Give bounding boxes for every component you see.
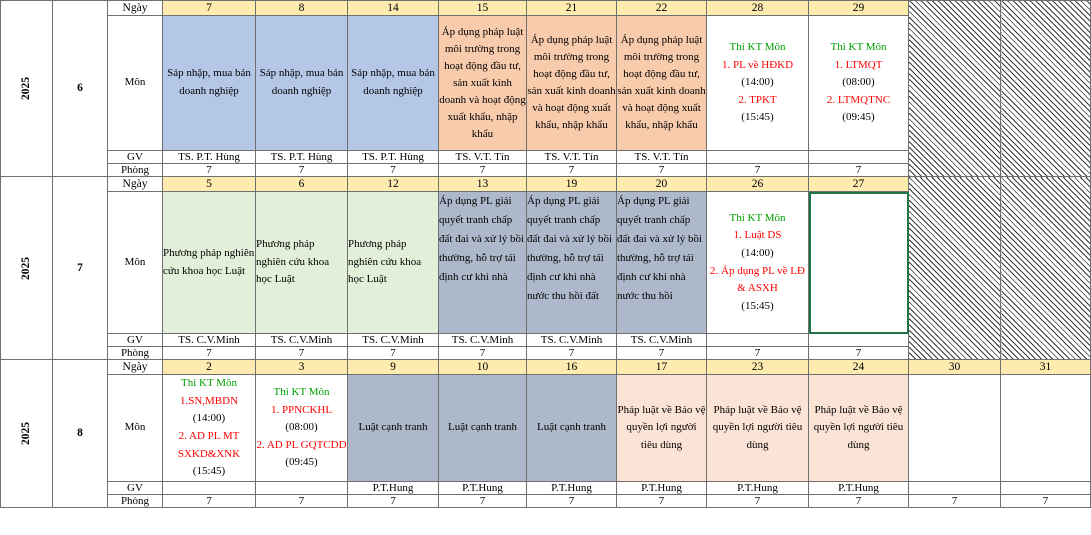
phong-cell[interactable]: 7 (163, 164, 256, 177)
gv-cell[interactable]: P.T.Hung (527, 482, 617, 495)
day-cell[interactable]: 21 (527, 1, 617, 16)
day-cell[interactable]: 17 (617, 360, 707, 375)
gv-cell[interactable]: TS. P.T. Hùng (256, 151, 348, 164)
day-cell[interactable]: 14 (348, 1, 439, 16)
gv-label[interactable]: GV (108, 334, 163, 347)
month-cell[interactable]: 8 (53, 360, 108, 508)
day-cell[interactable]: 5 (163, 177, 256, 192)
gv-label[interactable]: GV (108, 482, 163, 495)
gv-cell[interactable] (809, 151, 909, 164)
day-cell[interactable]: 8 (256, 1, 348, 16)
empty-cell[interactable] (909, 375, 1001, 482)
year-cell[interactable]: 2025 (1, 177, 53, 360)
gv-cell[interactable]: TS. V.T. Tín (439, 151, 527, 164)
gv-cell[interactable] (256, 482, 348, 495)
gv-cell[interactable]: TS. C.V.Minh (256, 334, 348, 347)
day-cell[interactable]: 9 (348, 360, 439, 375)
subject-cell[interactable]: Áp dụng pháp luật môi trường trong hoạt động đầu tư, sản xuất kinh doanh và hoạt động xuất khẩu, nhập khẩu (439, 16, 527, 151)
day-cell[interactable]: 20 (617, 177, 707, 192)
mon-label[interactable]: Môn (108, 192, 163, 334)
phong-cell[interactable]: 7 (707, 347, 809, 360)
day-cell[interactable]: 6 (256, 177, 348, 192)
exam-time: (08:00) (842, 76, 875, 89)
exam-item: 2. Áp dụng PL về LĐ & ASXH (710, 264, 805, 295)
day-cell[interactable]: 27 (809, 177, 909, 192)
month-cell[interactable]: 7 (53, 177, 108, 360)
subject-row (1, 375, 1091, 482)
exam-title: Thi KT Môn (729, 211, 786, 224)
exam-time: (09:45) (842, 111, 875, 124)
day-cell[interactable]: 24 (809, 360, 909, 375)
day-cell[interactable]: 31 (1001, 360, 1091, 375)
phong-row (1, 495, 1091, 508)
phong-cell[interactable]: 7 (527, 347, 617, 360)
exam-time: (14:00) (741, 246, 774, 259)
exam-item: 1.SN,MBDN (179, 394, 239, 407)
exam-cell[interactable] (809, 16, 909, 151)
phong-cell[interactable]: 7 (256, 495, 348, 508)
gv-cell[interactable] (1001, 482, 1091, 495)
subject-cell[interactable]: Pháp luật về Bảo vệ quyền lợi người tiêu dùng (707, 375, 809, 482)
gv-cell[interactable]: TS. V.T. Tín (617, 151, 707, 164)
phong-cell[interactable]: 7 (163, 347, 256, 360)
phong-cell[interactable]: 7 (527, 164, 617, 177)
exam-time: (15:45) (192, 465, 226, 478)
day-cell[interactable]: 13 (439, 177, 527, 192)
year-cell[interactable]: 2025 (1, 360, 53, 508)
blocked-cell (1001, 177, 1091, 360)
gv-row (1, 482, 1091, 495)
day-cell[interactable]: 23 (707, 360, 809, 375)
subject-cell[interactable]: Áp dụng pháp luật môi trường trong hoạt động đầu tư, sản xuất kinh doanh và hoạt động xuất khẩu, nhập khẩu (617, 16, 707, 151)
gv-cell[interactable] (707, 151, 809, 164)
day-row (1, 177, 1091, 192)
day-cell[interactable]: 22 (617, 1, 707, 16)
gv-cell[interactable]: TS. V.T. Tín (527, 151, 617, 164)
exam-time: (14:00) (741, 76, 774, 89)
exam-cell[interactable] (707, 16, 809, 151)
subject-cell[interactable]: Sáp nhập, mua bán doanh nghiệp (163, 16, 256, 151)
exam-item: 1. PPNCKHL (270, 403, 333, 416)
day-row (1, 360, 1091, 375)
phong-cell[interactable]: 7 (527, 495, 617, 508)
exam-cell[interactable] (256, 375, 348, 482)
phong-cell[interactable]: 7 (348, 347, 439, 360)
subject-cell[interactable]: Phương pháp nghiên cứu khoa học Luật (163, 192, 256, 334)
gv-cell[interactable] (809, 334, 909, 347)
exam-time: (09:45) (285, 456, 318, 469)
exam-item: 2. AD PL GQTCDD (256, 438, 347, 451)
exam-title: Thi KT Môn (273, 386, 330, 399)
gv-cell[interactable]: TS. C.V.Minh (439, 334, 527, 347)
day-cell[interactable]: 12 (348, 177, 439, 192)
phong-label[interactable]: Phòng (108, 495, 163, 508)
gv-cell[interactable]: TS. C.V.Minh (527, 334, 617, 347)
exam-time: (15:45) (741, 299, 774, 312)
day-cell[interactable]: 15 (439, 1, 527, 16)
subject-cell[interactable]: Sáp nhập, mua bán doanh nghiệp (348, 16, 439, 151)
day-cell[interactable]: 3 (256, 360, 348, 375)
phong-cell[interactable]: 7 (617, 347, 707, 360)
exam-title: Thi KT Môn (180, 377, 238, 390)
gv-cell[interactable]: TS. C.V.Minh (617, 334, 707, 347)
gv-cell[interactable]: P.T.Hung (617, 482, 707, 495)
exam-cell[interactable] (707, 192, 809, 334)
gv-cell[interactable]: TS. P.T. Hùng (348, 151, 439, 164)
phong-cell[interactable]: 7 (617, 164, 707, 177)
ngay-label[interactable]: Ngày (108, 360, 163, 375)
gv-cell[interactable]: P.T.Hung (707, 482, 809, 495)
subject-cell[interactable]: Luật cạnh tranh (348, 375, 439, 482)
phong-cell[interactable]: 7 (809, 164, 909, 177)
day-cell[interactable]: 26 (707, 177, 809, 192)
exam-item: 2. LTMQTNC (826, 93, 891, 106)
phong-cell[interactable]: 7 (809, 495, 909, 508)
blocked-cell (909, 1, 1001, 177)
phong-cell[interactable]: 7 (256, 164, 348, 177)
day-cell[interactable]: 2 (163, 360, 256, 375)
blocked-cell (909, 177, 1001, 360)
empty-cell[interactable] (1001, 375, 1091, 482)
phong-cell[interactable]: 7 (439, 495, 527, 508)
month-cell[interactable]: 6 (53, 1, 108, 177)
exam-item: 2. AD PL MT SXKD&XNK (177, 430, 241, 460)
gv-cell[interactable]: P.T.Hung (439, 482, 527, 495)
day-cell[interactable]: 19 (527, 177, 617, 192)
exam-title: Thi KT Môn (830, 41, 887, 54)
phong-cell[interactable]: 7 (707, 164, 809, 177)
gv-cell[interactable] (909, 482, 1001, 495)
mon-label[interactable]: Môn (108, 375, 163, 482)
exam-item: 1. LTMQT (834, 58, 883, 71)
ngay-label[interactable]: Ngày (108, 1, 163, 16)
subject-cell[interactable]: Pháp luật về Bảo vệ quyền lợi người tiêu dùng (809, 375, 909, 482)
phong-cell[interactable]: 7 (348, 495, 439, 508)
phong-label[interactable]: Phòng (108, 164, 163, 177)
day-cell[interactable]: 30 (909, 360, 1001, 375)
ngay-label[interactable]: Ngày (108, 177, 163, 192)
exam-time: (15:45) (741, 111, 774, 124)
exam-time: (08:00) (285, 421, 318, 434)
phong-cell[interactable]: 7 (439, 347, 527, 360)
day-row (1, 1, 1091, 16)
phong-cell[interactable]: 7 (256, 347, 348, 360)
subject-cell[interactable]: Áp dụng pháp luật môi trường trong hoạt động đầu tư, sản xuất kinh doanh và hoạt động xuất khẩu, nhập khẩu (527, 16, 617, 151)
blocked-cell (1001, 1, 1091, 177)
day-cell[interactable]: 16 (527, 360, 617, 375)
year-cell[interactable]: 2025 (1, 1, 53, 177)
exam-item: 1. PL về HĐKD (721, 58, 794, 71)
day-cell[interactable]: 29 (809, 1, 909, 16)
gv-cell[interactable]: TS. C.V.Minh (348, 334, 439, 347)
day-cell[interactable]: 28 (707, 1, 809, 16)
phong-cell[interactable]: 7 (707, 495, 809, 508)
phong-cell[interactable]: 7 (617, 495, 707, 508)
day-cell[interactable]: 7 (163, 1, 256, 16)
gv-cell[interactable]: TS. P.T. Hùng (163, 151, 256, 164)
exam-time: (14:00) (192, 412, 226, 425)
exam-cell[interactable] (163, 375, 256, 482)
exam-item: 1. Luật DS (733, 229, 782, 242)
phong-label[interactable]: Phòng (108, 347, 163, 360)
subject-cell[interactable]: Phương pháp nghiên cứu khoa học Luật (348, 192, 439, 334)
subject-cell[interactable]: Sáp nhập, mua bán doanh nghiệp (256, 16, 348, 151)
subject-cell[interactable]: Luật cạnh tranh (527, 375, 617, 482)
phong-cell[interactable]: 7 (163, 495, 256, 508)
phong-cell[interactable]: 7 (348, 164, 439, 177)
mon-label[interactable]: Môn (108, 16, 163, 151)
subject-cell[interactable]: Pháp luật về Bảo vệ quyền lợi người tiêu dùng (617, 375, 707, 482)
subject-cell[interactable]: Phương pháp nghiên cứu khoa học Luật (256, 192, 348, 334)
gv-cell[interactable]: TS. C.V.Minh (163, 334, 256, 347)
phong-cell[interactable]: 7 (909, 495, 1001, 508)
phong-cell[interactable]: 7 (809, 347, 909, 360)
subject-cell[interactable]: Áp dụng PL giải quyết tranh chấp đất đai và xử lý bồi thường, hỗ trợ tái định cư khi nhà (439, 192, 527, 334)
exam-title: Thi KT Môn (729, 41, 786, 54)
gv-cell[interactable] (707, 334, 809, 347)
gv-cell[interactable]: P.T.Hung (348, 482, 439, 495)
exam-item: 2. TPKT (738, 93, 777, 106)
selected-cell[interactable] (809, 192, 909, 334)
subject-cell[interactable]: Áp dụng PL giải quyết tranh chấp đất đai và xử lý bồi thường, hỗ trợ tái định cư khi nhà nước thu hồi đất (527, 192, 617, 334)
phong-cell[interactable]: 7 (1001, 495, 1091, 508)
subject-cell[interactable]: Luật cạnh tranh (439, 375, 527, 482)
phong-cell[interactable]: 7 (439, 164, 527, 177)
gv-label[interactable]: GV (108, 151, 163, 164)
gv-cell[interactable]: P.T.Hung (809, 482, 909, 495)
subject-cell[interactable]: Áp dụng PL giải quyết tranh chấp đất đai và xử lý bồi thường, hỗ trợ tái định cư khi nhà nước thu hồi (617, 192, 707, 334)
gv-cell[interactable] (163, 482, 256, 495)
day-cell[interactable]: 10 (439, 360, 527, 375)
